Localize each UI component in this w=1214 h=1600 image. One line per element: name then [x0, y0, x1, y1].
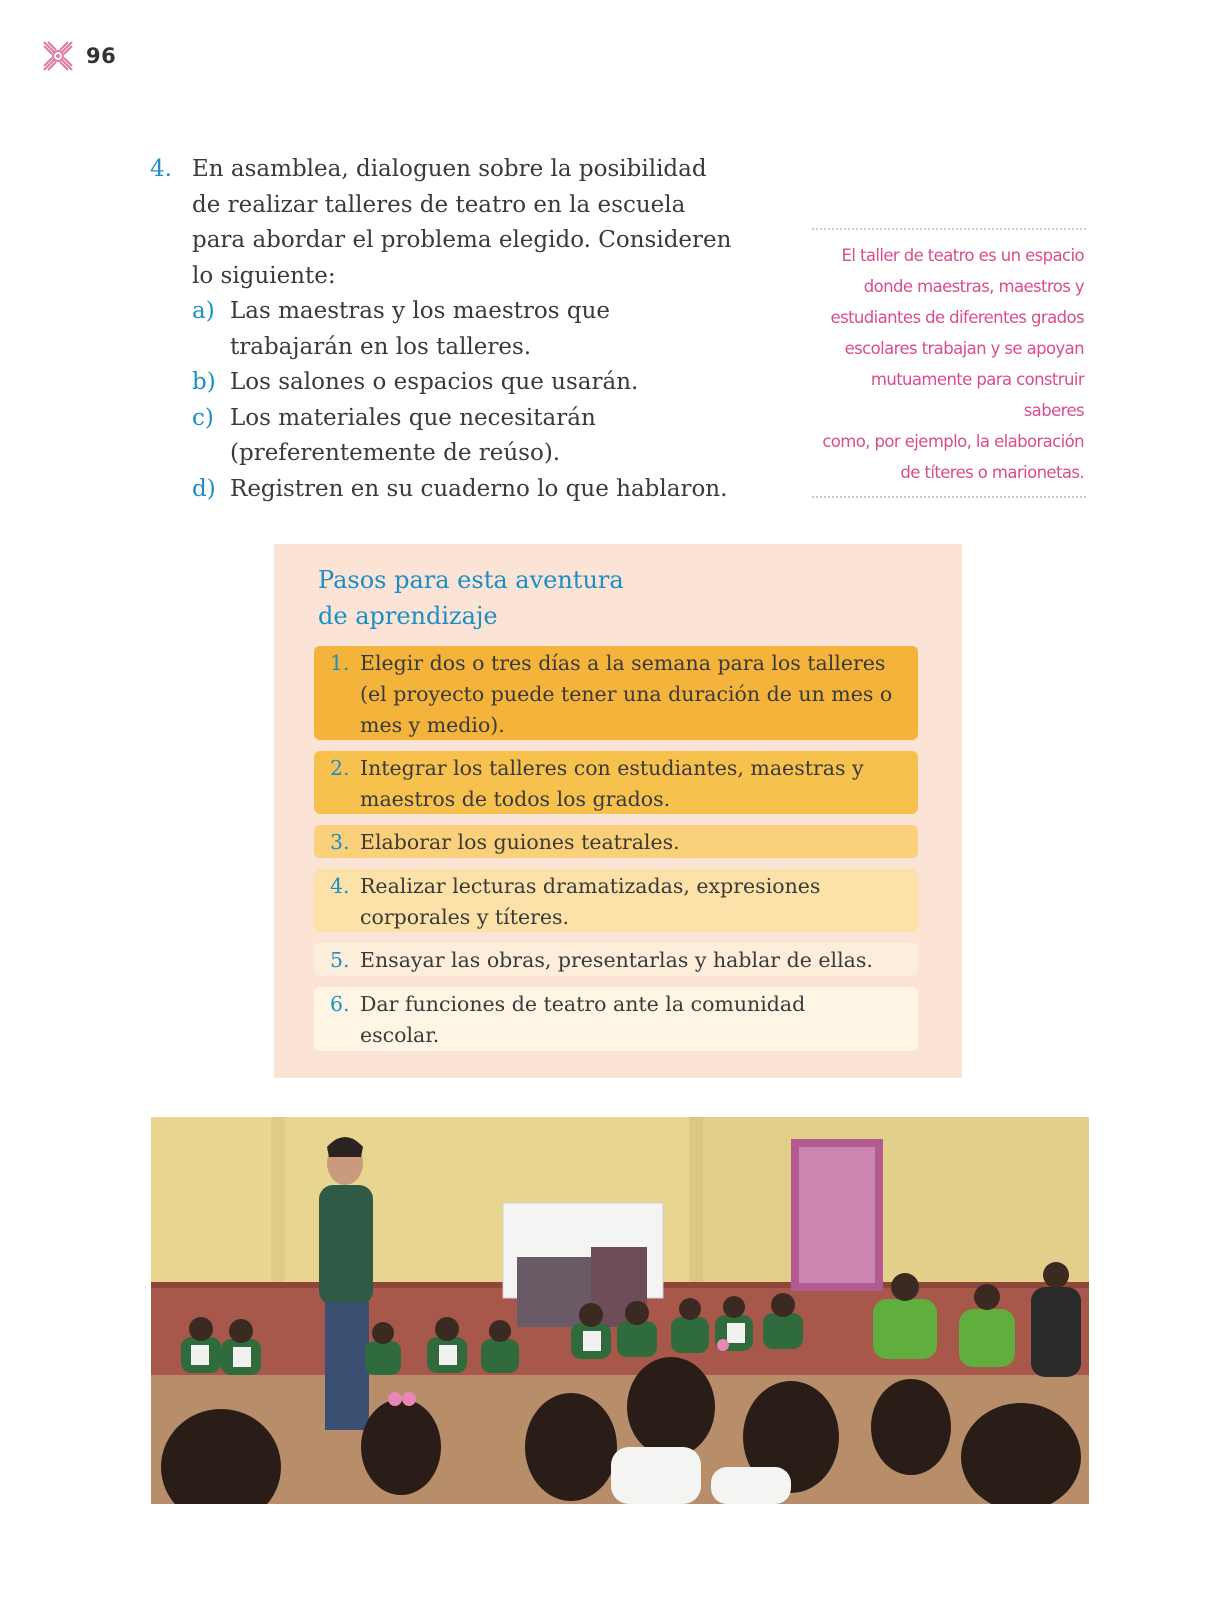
activity-line: de realizar talleres de teatro en la escuela — [192, 191, 686, 218]
activity-4 — [150, 152, 770, 507]
activity-line: para abordar el problema elegido. Consideren — [192, 227, 732, 253]
step-line: Integrar los talleres con estudiantes, maestras y — [360, 756, 864, 780]
item-letter: a) — [192, 298, 215, 324]
activity-item-d — [192, 472, 770, 508]
item-letter: d) — [192, 475, 216, 502]
step-6 — [314, 987, 918, 1051]
classroom-photo-illustration — [151, 1117, 1089, 1504]
steps-title — [318, 562, 738, 634]
activity-item-a — [192, 294, 770, 365]
step-number: 4. — [330, 874, 350, 898]
step-line: maestros de todos los grados. — [360, 787, 671, 811]
side-note-line: como, por ejemplo, la elaboración — [822, 432, 1084, 451]
item-line: trabajarán en los talleres. — [230, 333, 532, 360]
activity-number: 4. — [150, 156, 172, 182]
step-line: Ensayar las obras, presentarlas y hablar de ellas. — [360, 948, 873, 972]
step-line: Dar funciones de teatro ante la comunidad — [360, 992, 806, 1016]
steps-title-line: Pasos para esta aventura — [318, 566, 624, 594]
activity-item-b — [192, 365, 770, 401]
step-line: Elegir dos o tres días a la semana para los talleres — [360, 651, 886, 675]
step-number: 2. — [330, 756, 350, 780]
activity-instructions — [192, 152, 731, 294]
item-line: Los salones o espacios que usarán. — [230, 369, 639, 395]
steps-title-line: de aprendizaje — [318, 602, 498, 630]
side-note-line: estudiantes de diferentes grados — [830, 308, 1084, 327]
side-note-line: donde maestras, maestros y — [863, 277, 1084, 296]
step-number: 3. — [330, 830, 350, 854]
pink-flower-emblem-icon — [40, 38, 76, 74]
side-note — [812, 228, 1086, 498]
step-number: 5. — [330, 948, 350, 972]
item-line: (preferentemente de reúso). — [230, 440, 561, 466]
step-5 — [314, 943, 918, 976]
step-line: escolar. — [360, 1023, 440, 1047]
item-letter: c) — [192, 404, 214, 431]
step-line: Realizar lecturas dramatizadas, expresiones — [360, 874, 821, 898]
item-line: Los materiales que necesitarán — [230, 404, 596, 431]
step-line: mes y medio). — [360, 713, 505, 737]
item-line: Las maestras y los maestros que — [230, 298, 611, 324]
side-note-line: de títeres o marionetas. — [900, 463, 1084, 482]
step-line: (el proyecto puede tener una duración de un mes o — [360, 682, 893, 706]
step-number: 1. — [330, 651, 350, 675]
classroom-photo — [151, 1117, 1089, 1504]
item-letter: b) — [192, 369, 216, 395]
side-note-line: El taller de teatro es un espacio — [841, 246, 1084, 265]
step-line: Elaborar los guiones teatrales. — [360, 830, 680, 854]
step-2 — [314, 751, 918, 814]
side-note-line: escolares trabajan y se apoyan — [844, 339, 1084, 358]
step-number: 6. — [330, 992, 350, 1016]
page-number: 96 — [86, 44, 117, 68]
activity-item-c — [192, 401, 770, 472]
page-header — [40, 38, 116, 74]
step-1 — [314, 646, 918, 740]
steps-box — [274, 544, 962, 1078]
activity-line: En asamblea, dialoguen sobre la posibilidad — [192, 156, 707, 182]
step-3 — [314, 825, 918, 858]
item-line: Registren en su cuaderno lo que hablaron. — [230, 475, 728, 502]
activity-line: lo siguiente: — [192, 262, 336, 289]
side-note-line: mutuamente para construir saberes — [870, 370, 1084, 420]
step-4 — [314, 869, 918, 932]
step-line: corporales y títeres. — [360, 905, 570, 929]
